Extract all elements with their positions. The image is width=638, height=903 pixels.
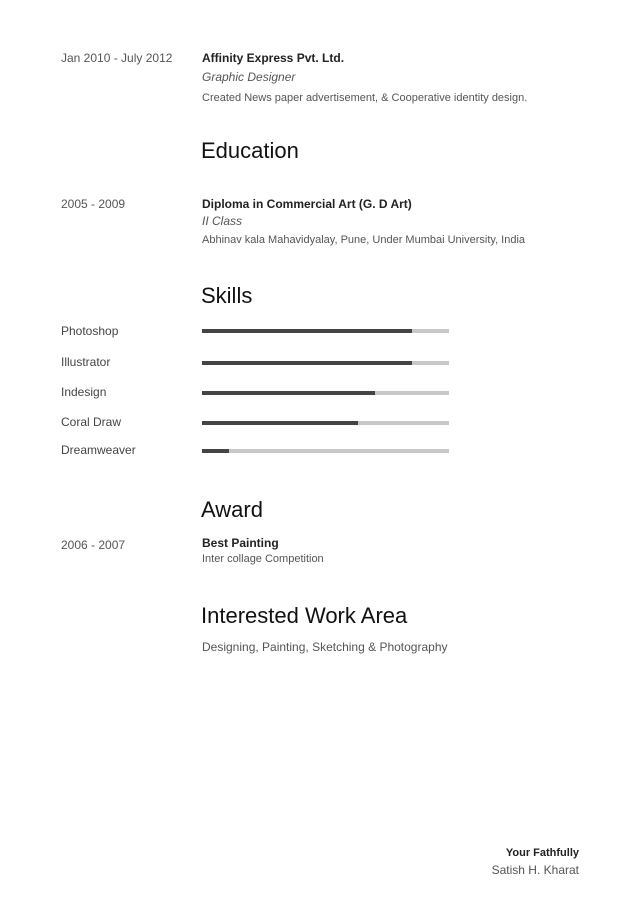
skill-bar-fill [202,421,358,425]
skill-bar-illustrator [202,361,449,365]
interests-text: Designing, Painting, Sketching & Photography [202,640,448,654]
experience-date: Jan 2010 - July 2012 [61,51,173,65]
education-class: II Class [202,214,243,228]
skill-name-coral-draw: Coral Draw [61,415,122,429]
skill-bar-dreamweaver [202,449,449,453]
skill-name-dreamweaver: Dreamweaver [61,443,136,457]
experience-company: Affinity Express Pvt. Ltd. [202,51,345,65]
skill-bar-fill [202,449,229,453]
skill-bar-fill [202,361,412,365]
education-institution: Abhinav kala Mahavidyalay, Pune, Under Mumbai University, India [202,234,526,246]
skill-bar-indesign [202,391,449,395]
skill-name-illustrator: Illustrator [61,355,111,369]
education-heading: Education [201,138,299,163]
award-description: Inter collage Competition [202,553,324,565]
interests-heading: Interested Work Area [201,603,408,628]
skill-bar-photoshop [202,329,449,333]
award-heading: Award [201,497,263,522]
skill-bar-fill [202,329,412,333]
education-title: Diploma in Commercial Art (G. D Art) [202,197,412,211]
experience-role: Graphic Designer [202,70,296,84]
award-title: Best Painting [202,536,279,550]
experience-description: Created News paper advertisement, & Cooperative identity design. [202,92,528,104]
skills-heading: Skills [201,283,253,308]
skill-bar-fill [202,391,375,395]
award-date: 2006 - 2007 [61,538,126,552]
signature-closing: Your Fathfully [505,847,579,859]
skill-bar-coral-draw [202,421,449,425]
signature-name: Satish H. Kharat [491,863,579,877]
education-date: 2005 - 2009 [61,197,126,211]
skill-name-photoshop: Photoshop [61,324,119,338]
skill-name-indesign: Indesign [61,385,107,399]
